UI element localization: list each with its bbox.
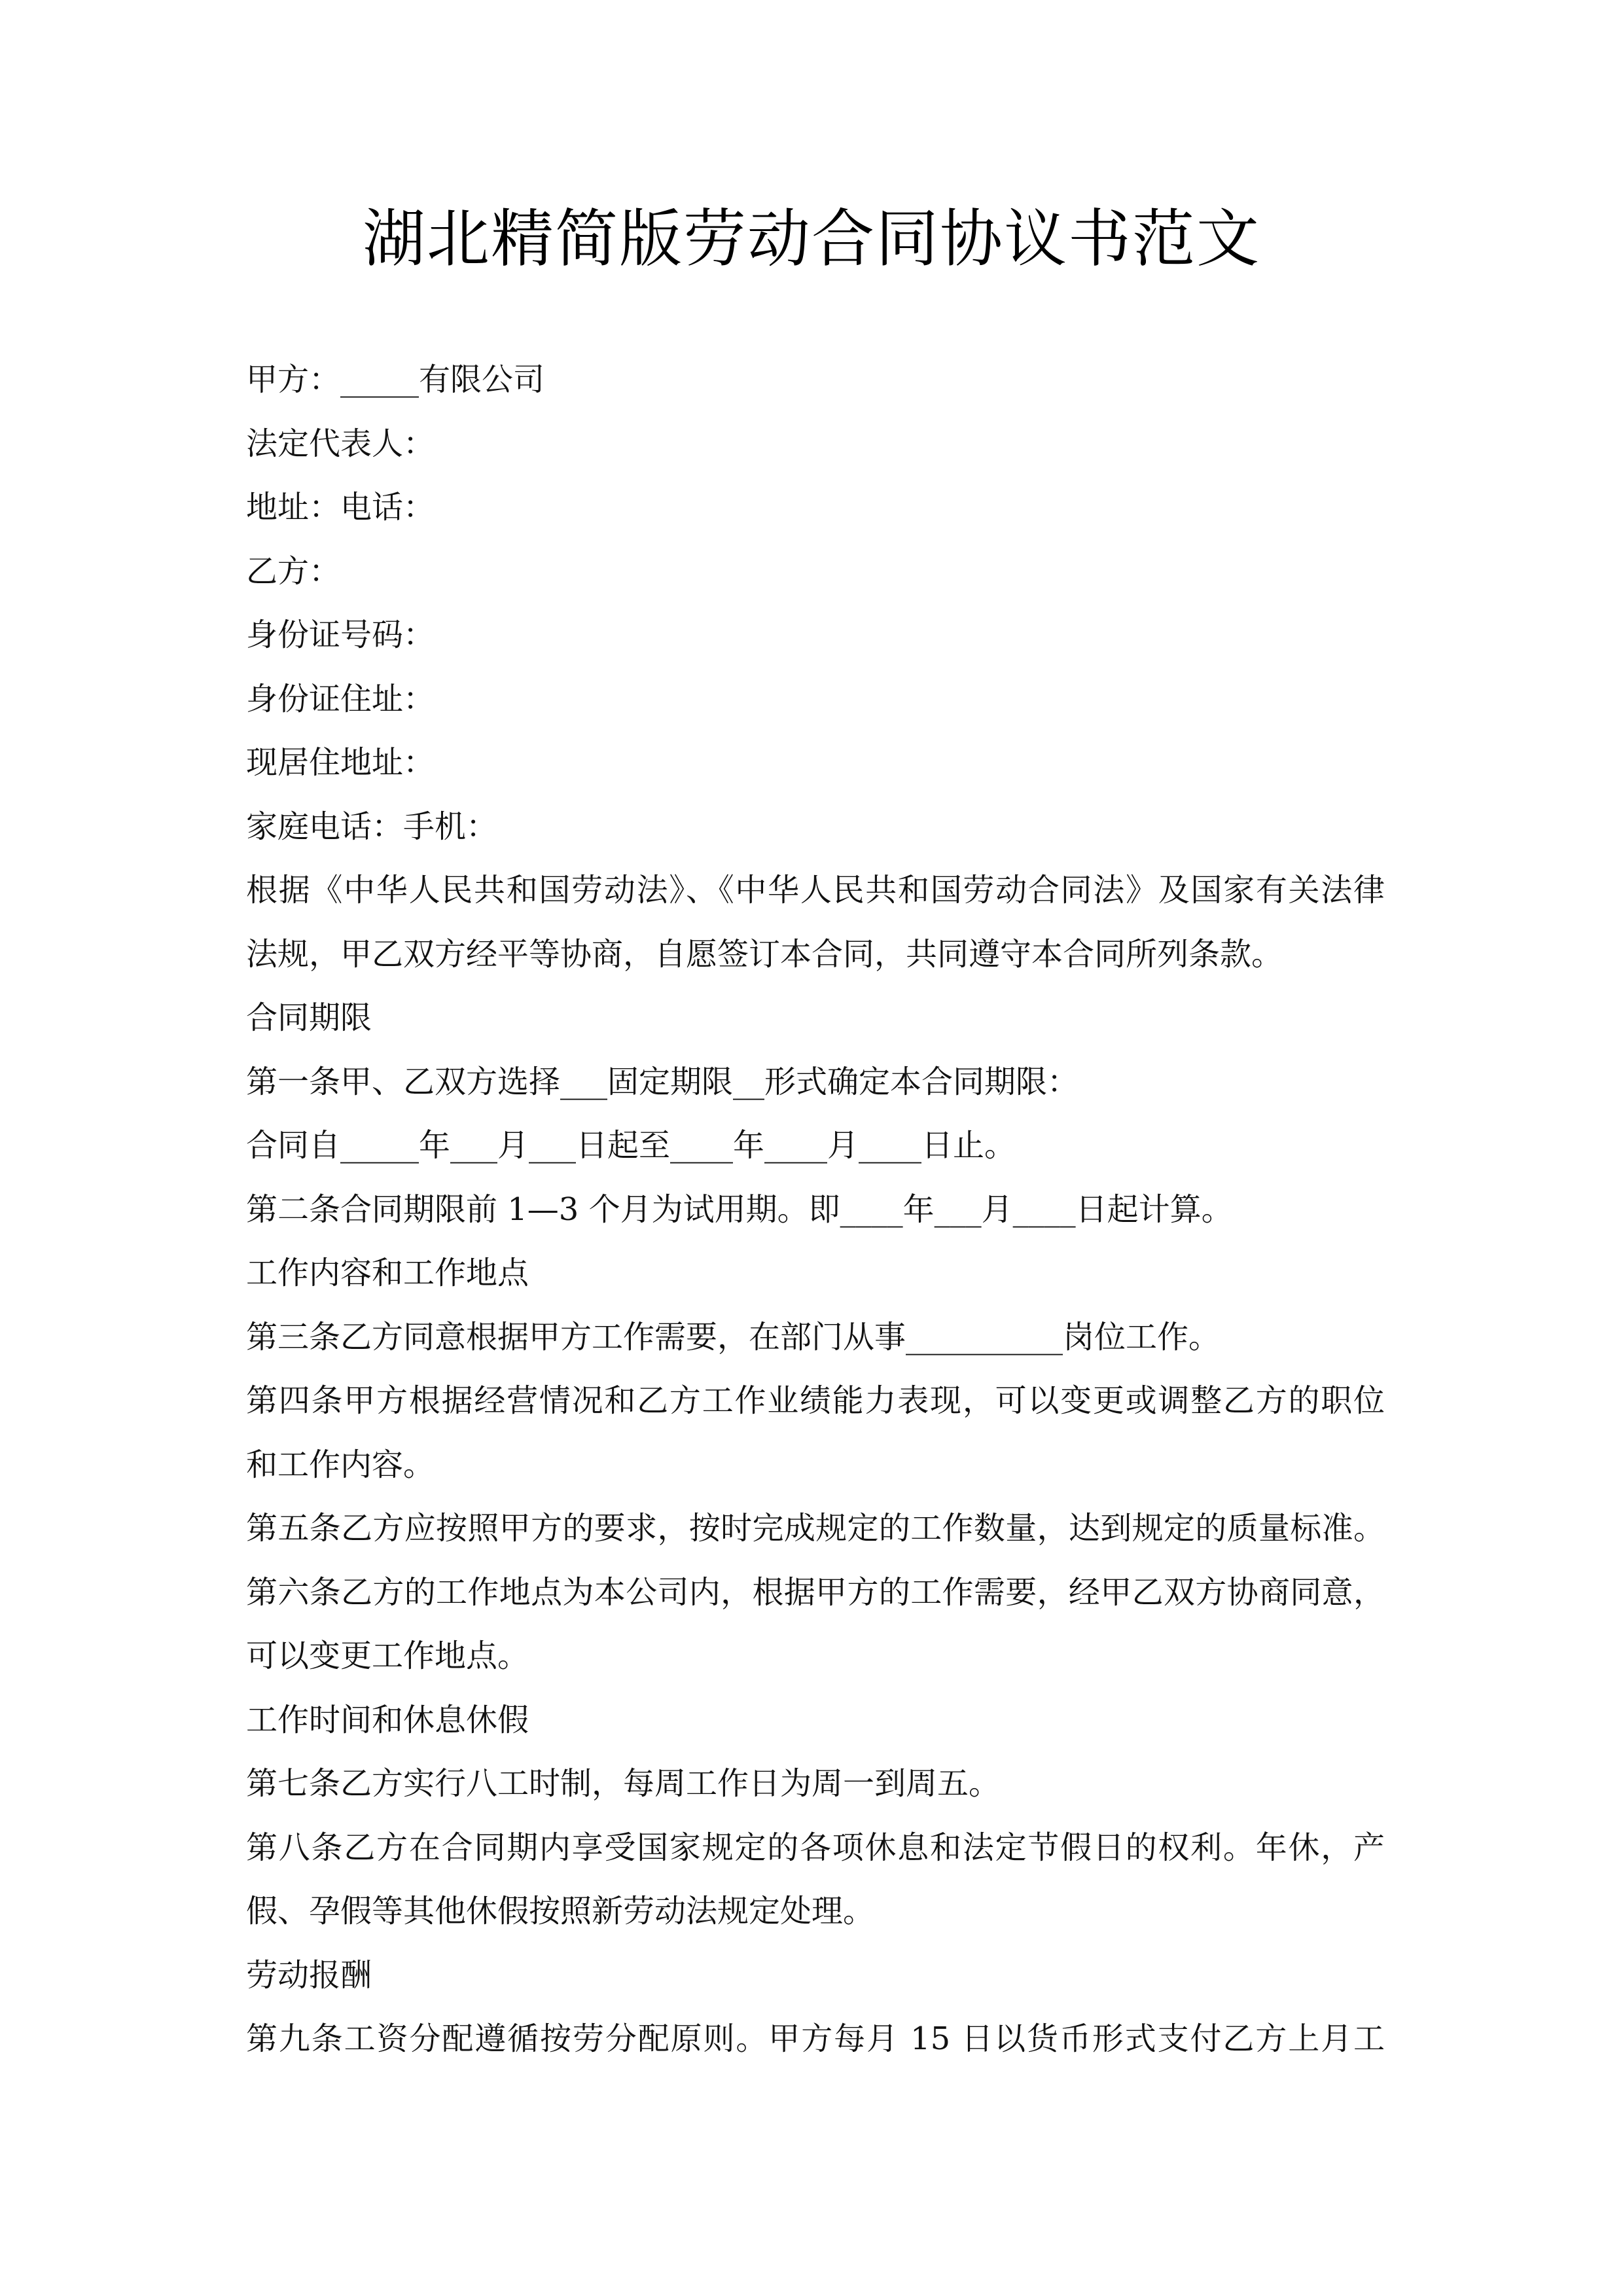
party-b-line: 乙方： [246, 552, 341, 590]
address-phone-line: 地址：电话： [246, 489, 435, 526]
id-address-line: 身份证住址： [246, 680, 435, 717]
article-9-line-1: 第九条工资分配遵循按劳分配原则。甲方每月 15 日以货币形式支付乙方上月工 [246, 2020, 1385, 2057]
current-address-line: 现居住地址： [246, 744, 435, 781]
article-5-line: 第五条乙方应按照甲方的要求，按时完成规定的工作数量，达到规定的质量标准。 [246, 1510, 1385, 1547]
article-8-line-1: 第八条乙方在合同期内享受国家规定的各项休息和法定节假日的权利。年休，产 [246, 1829, 1385, 1866]
article-1-line: 第一条甲、乙双方选择___固定期限__形式确定本合同期限： [246, 1063, 1079, 1100]
document-title: 湖北精简版劳动合同协议书范文 [363, 202, 1260, 276]
section-heading-work-content-location: 工作内容和工作地点 [246, 1255, 529, 1291]
article-4-line-2: 和工作内容。 [246, 1446, 435, 1483]
article-3-line: 第三条乙方同意根据甲方工作需要，在部门从事__________岗位工作。 [246, 1318, 1221, 1355]
section-heading-contract-term: 合同期限 [246, 999, 372, 1036]
article-2-line: 第二条合同期限前 1—3 个月为试用期。即____年___月____日起计算。 [246, 1191, 1233, 1228]
preamble-line-1: 根据《中华人民共和国劳动法》、《中华人民共和国劳动合同法》及国家有关法律 [246, 872, 1385, 908]
section-heading-remuneration: 劳动报酬 [246, 1956, 372, 1994]
section-heading-working-hours-leave: 工作时间和休息休假 [246, 1701, 529, 1738]
article-6-line-2: 可以变更工作地点。 [246, 1638, 529, 1674]
contract-dates-line: 合同自_____年___月___日起至____年____月____日止。 [246, 1127, 1016, 1164]
home-phone-mobile-line: 家庭电话：手机： [246, 808, 498, 845]
preamble-line-2: 法规，甲乙双方经平等协商，自愿签订本合同，共同遵守本合同所列条款。 [246, 935, 1283, 973]
article-4-line-1: 第四条甲方根据经营情况和乙方工作业绩能力表现，可以变更或调整乙方的职位 [246, 1382, 1385, 1419]
document-body [246, 348, 1385, 2072]
id-number-line: 身份证号码： [246, 617, 435, 653]
article-8-line-2: 假、孕假等其他休假按照新劳动法规定处理。 [246, 1893, 875, 1929]
article-6-line-1: 第六条乙方的工作地点为本公司内，根据甲方的工作需要，经甲乙双方协商同意， [246, 1573, 1385, 1611]
article-7-line: 第七条乙方实行八工时制，每周工作日为周一到周五。 [246, 1765, 1001, 1802]
legal-representative-line: 法定代表人： [246, 425, 435, 462]
party-a-line: 甲方：_____有限公司 [246, 361, 545, 398]
